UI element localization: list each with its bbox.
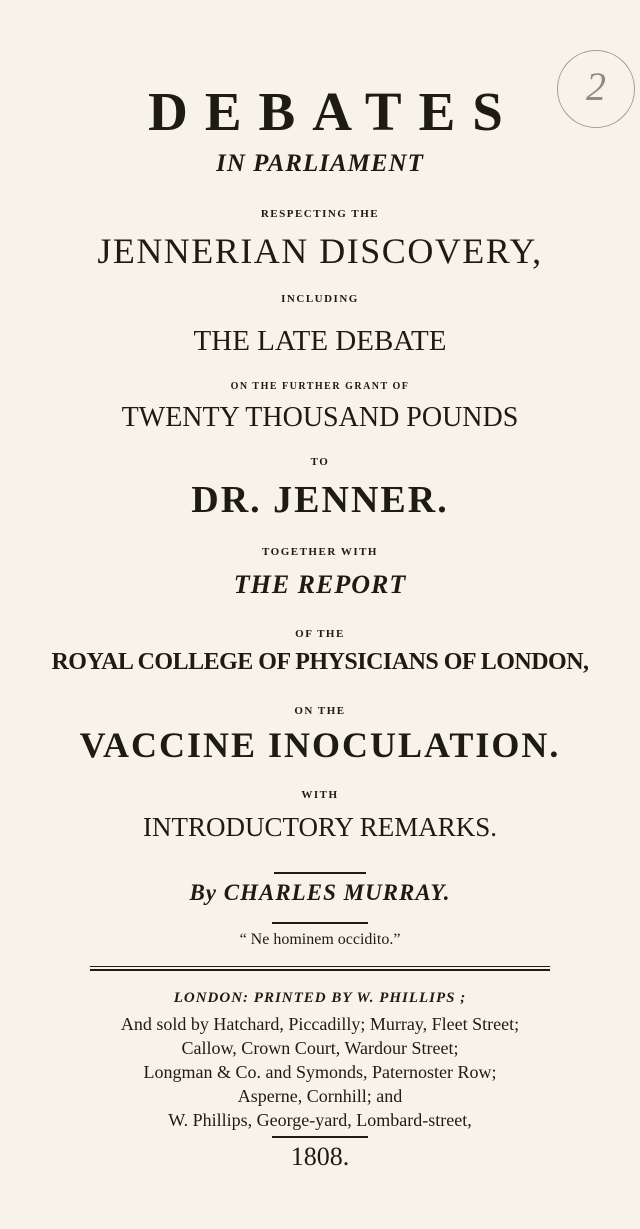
rule-below-author xyxy=(272,922,368,924)
late-debate: THE LATE DEBATE xyxy=(193,325,447,357)
author: By CHARLES MURRAY. xyxy=(189,880,451,905)
on-the-line: ON THE xyxy=(294,705,346,717)
of-the-line: OF THE xyxy=(295,628,345,640)
stamp-number: 2 xyxy=(586,64,606,109)
to-line: TO xyxy=(310,456,330,468)
year: 1808. xyxy=(290,1142,350,1171)
together-with-line: TOGETHER WITH xyxy=(262,546,378,558)
vaccine-inoculation: VACCINE INOCULATION. xyxy=(79,725,561,765)
imprint-line-5: W. Phillips, George-yard, Lombard-street, xyxy=(168,1110,472,1130)
introductory-remarks: INTRODUCTORY REMARKS. xyxy=(142,812,498,842)
imprint-line-4: Asperne, Cornhill; and xyxy=(237,1086,403,1106)
report-title: THE REPORT xyxy=(233,570,407,599)
further-grant-line: ON THE FURTHER GRANT OF xyxy=(230,381,410,392)
recipient: DR. JENNER. xyxy=(191,479,449,521)
subtitle: IN PARLIAMENT xyxy=(216,150,424,177)
with-line: WITH xyxy=(301,789,339,801)
rule-above-year xyxy=(272,1136,368,1138)
imprint-line-3: Longman & Co. and Symonds, Paternoster Row; xyxy=(143,1062,497,1082)
college: ROYAL COLLEGE OF PHYSICIANS OF LONDON, xyxy=(51,649,589,675)
subject: JENNERIAN DISCOVERY, xyxy=(97,231,543,271)
imprint-line-2: Callow, Crown Court, Wardour Street; xyxy=(181,1038,459,1058)
rule-above-author xyxy=(274,872,366,874)
imprint-printer: LONDON: PRINTED BY W. PHILLIPS ; xyxy=(173,990,467,1006)
motto: “ Ne hominem occidito.” xyxy=(239,931,401,948)
amount: TWENTY THOUSAND POUNDS xyxy=(121,402,519,433)
imprint-line-1: And sold by Hatchard, Piccadilly; Murray, Fleet Street; xyxy=(120,1014,520,1034)
rule-double-top xyxy=(90,966,550,967)
title: DEBATES xyxy=(148,81,520,142)
including-line: INCLUDING xyxy=(281,293,359,305)
rule-double-bottom xyxy=(90,969,550,971)
respecting-line: RESPECTING THE xyxy=(260,208,380,220)
